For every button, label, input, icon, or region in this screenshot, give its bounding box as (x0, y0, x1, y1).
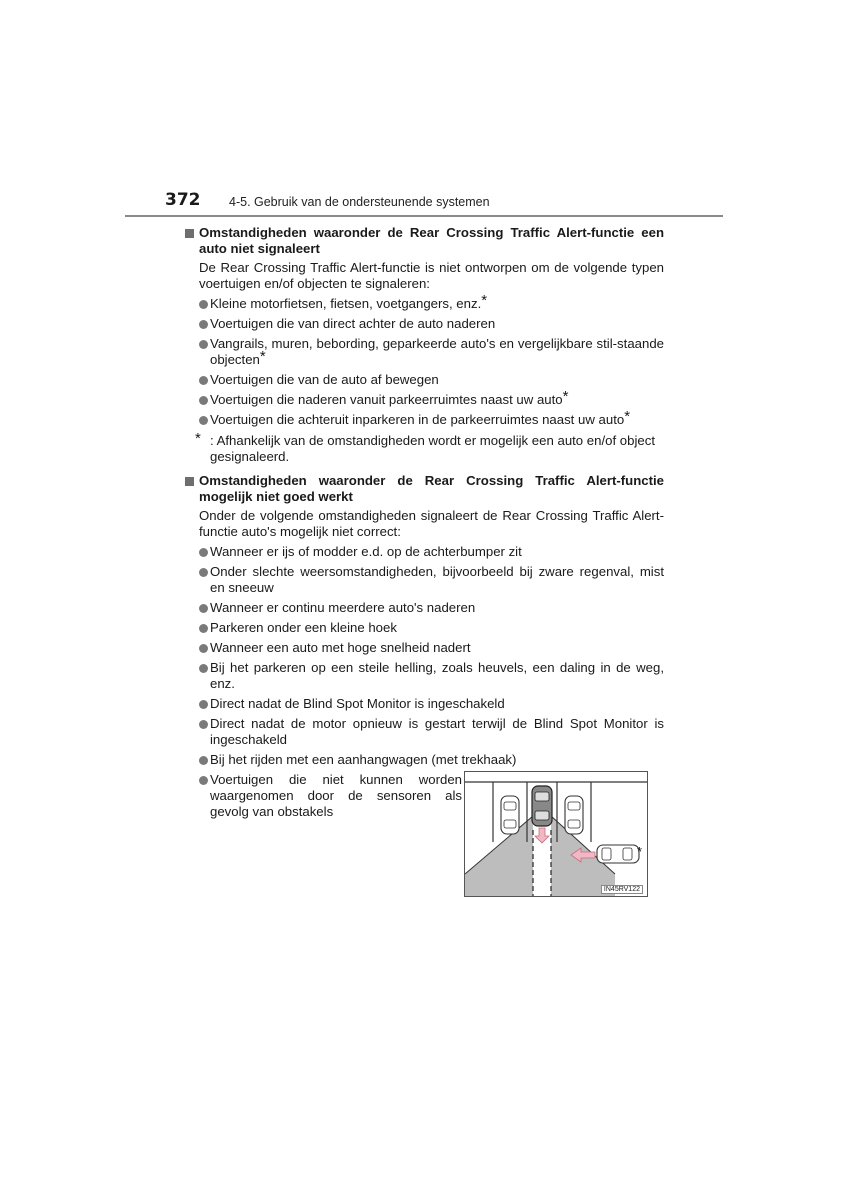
circle-bullet-icon (199, 396, 208, 405)
footnote-star: * (624, 408, 631, 425)
list-item: Voertuigen die naderen vanuit parkeerruimtes naast uw auto* (184, 392, 664, 408)
circle-bullet-icon (199, 416, 208, 425)
circle-bullet-icon (199, 568, 208, 577)
circle-bullet-icon (199, 720, 208, 729)
header-rule (125, 215, 723, 217)
square-bullet-icon (185, 477, 194, 486)
figure-code: IN45RV122 (601, 885, 643, 894)
list-item: Voertuigen die achteruit inparkeren in de parkeerruimtes naast uw auto* (184, 412, 664, 428)
circle-bullet-icon (199, 604, 208, 613)
list-item: Vangrails, muren, bebording, geparkeerde auto's en vergelijkbare stil-staande objecten* (184, 336, 664, 368)
reverse-arrow (535, 828, 549, 843)
list-item: Wanneer een auto met hoge snelheid nadert (184, 640, 664, 656)
parking-diagram (465, 772, 647, 896)
footnote: * : Afhankelijk van de omstandigheden wordt er mogelijk een auto en/of object gesignaleerd. (195, 430, 655, 464)
circle-bullet-icon (199, 320, 208, 329)
list-item: Voertuigen die van de auto af bewegen (184, 372, 664, 388)
footnote-star: * (562, 388, 569, 405)
parked-car-left (501, 796, 519, 834)
page-header (0, 190, 848, 220)
circle-bullet-icon (199, 376, 208, 385)
square-bullet-icon (185, 229, 194, 238)
list-item: Direct nadat de Blind Spot Monitor is ingeschakeld (184, 696, 664, 712)
list-item: Parkeren onder een kleine hoek (184, 620, 664, 636)
own-car (532, 786, 552, 826)
figure-star: * (637, 844, 643, 859)
page-number: 372 (165, 190, 201, 210)
list-item: Bij het rijden met een aanhangwagen (met trekhaak) (184, 752, 664, 768)
section-path: 4-5. Gebruik van de ondersteunende systemen (229, 195, 490, 209)
list-item: Bij het parkeren op een steile helling, zoals heuvels, een daling in de weg, enz. (184, 660, 664, 692)
list-item: Wanneer er ijs of modder e.d. op de achterbumper zit (184, 544, 664, 560)
circle-bullet-icon (199, 756, 208, 765)
list-item: Kleine motorfietsen, fietsen, voetgangers, enz.* (184, 296, 664, 312)
parking-illustration (464, 771, 648, 897)
footnote-star: * (481, 292, 488, 309)
approaching-car (597, 845, 639, 863)
circle-bullet-icon (199, 700, 208, 709)
list-item-obstacles: Voertuigen die niet kunnen worden waargenomen door de sensoren als gevolg van obstakels (184, 772, 664, 820)
list-item: Onder slechte weersomstandigheden, bijvoorbeeld bij zware regenval, mist en sneeuw (184, 564, 664, 596)
list-item: Direct nadat de motor opnieuw is gestart terwijl de Blind Spot Monitor is ingeschakeld (184, 716, 664, 748)
detection-zone-left (465, 816, 533, 896)
bullet-list (184, 292, 664, 428)
circle-bullet-icon (199, 776, 208, 785)
circle-bullet-icon (199, 624, 208, 633)
list-item: Voertuigen die van direct achter de auto naderen (184, 316, 664, 332)
section-intro: Onder de volgende omstandigheden signaleert de Rear Crossing Traffic Alert-functie auto's mogelijk niet correct: (199, 508, 664, 539)
footnote-mark: * (195, 430, 201, 447)
footnote-star: * (259, 348, 266, 365)
circle-bullet-icon (199, 300, 208, 309)
bullet-list (184, 544, 664, 768)
section-heading-not-detect: Omstandigheden waaronder de Rear Crossing Traffic Alert-functie een auto niet signaleert (184, 225, 664, 257)
circle-bullet-icon (199, 664, 208, 673)
main-content (184, 225, 664, 820)
parked-car-right (565, 796, 583, 834)
section-intro: De Rear Crossing Traffic Alert-functie is niet ontworpen om de volgende typen voertuigen en/of objecten te signaleren: (199, 260, 664, 291)
circle-bullet-icon (199, 340, 208, 349)
circle-bullet-icon (199, 644, 208, 653)
section-heading-may-not-work: Omstandigheden waaronder de Rear Crossing Traffic Alert-functie mogelijk niet goed werkt (184, 473, 664, 505)
list-item: Wanneer er continu meerdere auto's naderen (184, 600, 664, 616)
circle-bullet-icon (199, 548, 208, 557)
